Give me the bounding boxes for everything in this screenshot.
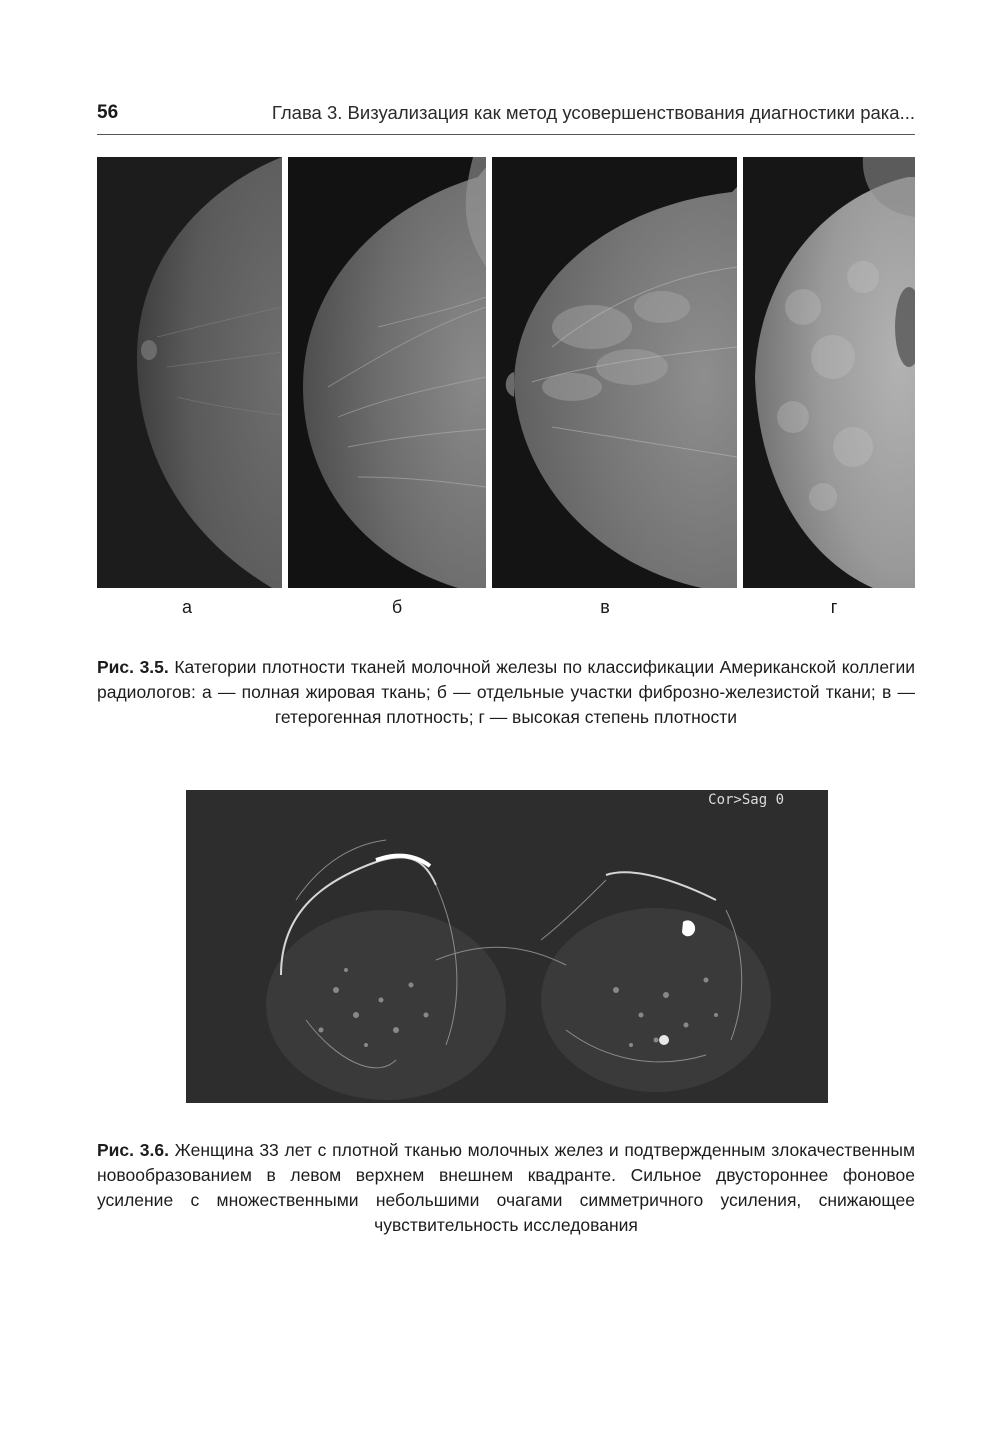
running-title: Глава 3. Визуализация как метод усовершенствования диагностики рака... [271, 102, 915, 123]
panel-label-g: г [830, 597, 838, 617]
mri-overlay-label: Cor>Sag 0 [708, 792, 784, 808]
figure-3-5-caption-text: Категории плотности тканей молочной железы по классификации Американской коллегии радиологов: а — полная жировая ткань; б — отдельные участки фиброзно-железистой ткани; в — гетерогенная плотность; г — высокая степень плотности [97, 657, 915, 727]
panel-label-b: б [391, 597, 403, 617]
mammogram-panel-g [743, 157, 915, 588]
header-rule [97, 134, 915, 135]
mri-image [186, 790, 828, 1103]
figure-3-6-caption [97, 1138, 915, 1238]
mammogram-panel-v [492, 157, 737, 588]
mammogram-panel-b [288, 157, 486, 588]
running-header [97, 102, 915, 132]
panel-label-a: а [181, 597, 192, 617]
mammogram-panel-a [97, 157, 282, 588]
figure-3-6-caption-text: Женщина 33 лет с плотной тканью молочных желез и подтвержденным злокачественным новообразованием в левом верхнем внешнем квадранте. Сильное двустороннее фоновое усиление с множественными небольшими очагами симметричного усиления, снижающее чувствительность исследования [97, 1140, 916, 1235]
page-number: 56 [97, 102, 119, 123]
figure-3-6-caption-label: Рис. 3.6. [97, 1140, 169, 1160]
panel-label-v: в [600, 597, 610, 617]
figure-3-5-caption [97, 655, 915, 730]
figure-3-5-caption-label: Рис. 3.5. [97, 657, 169, 677]
